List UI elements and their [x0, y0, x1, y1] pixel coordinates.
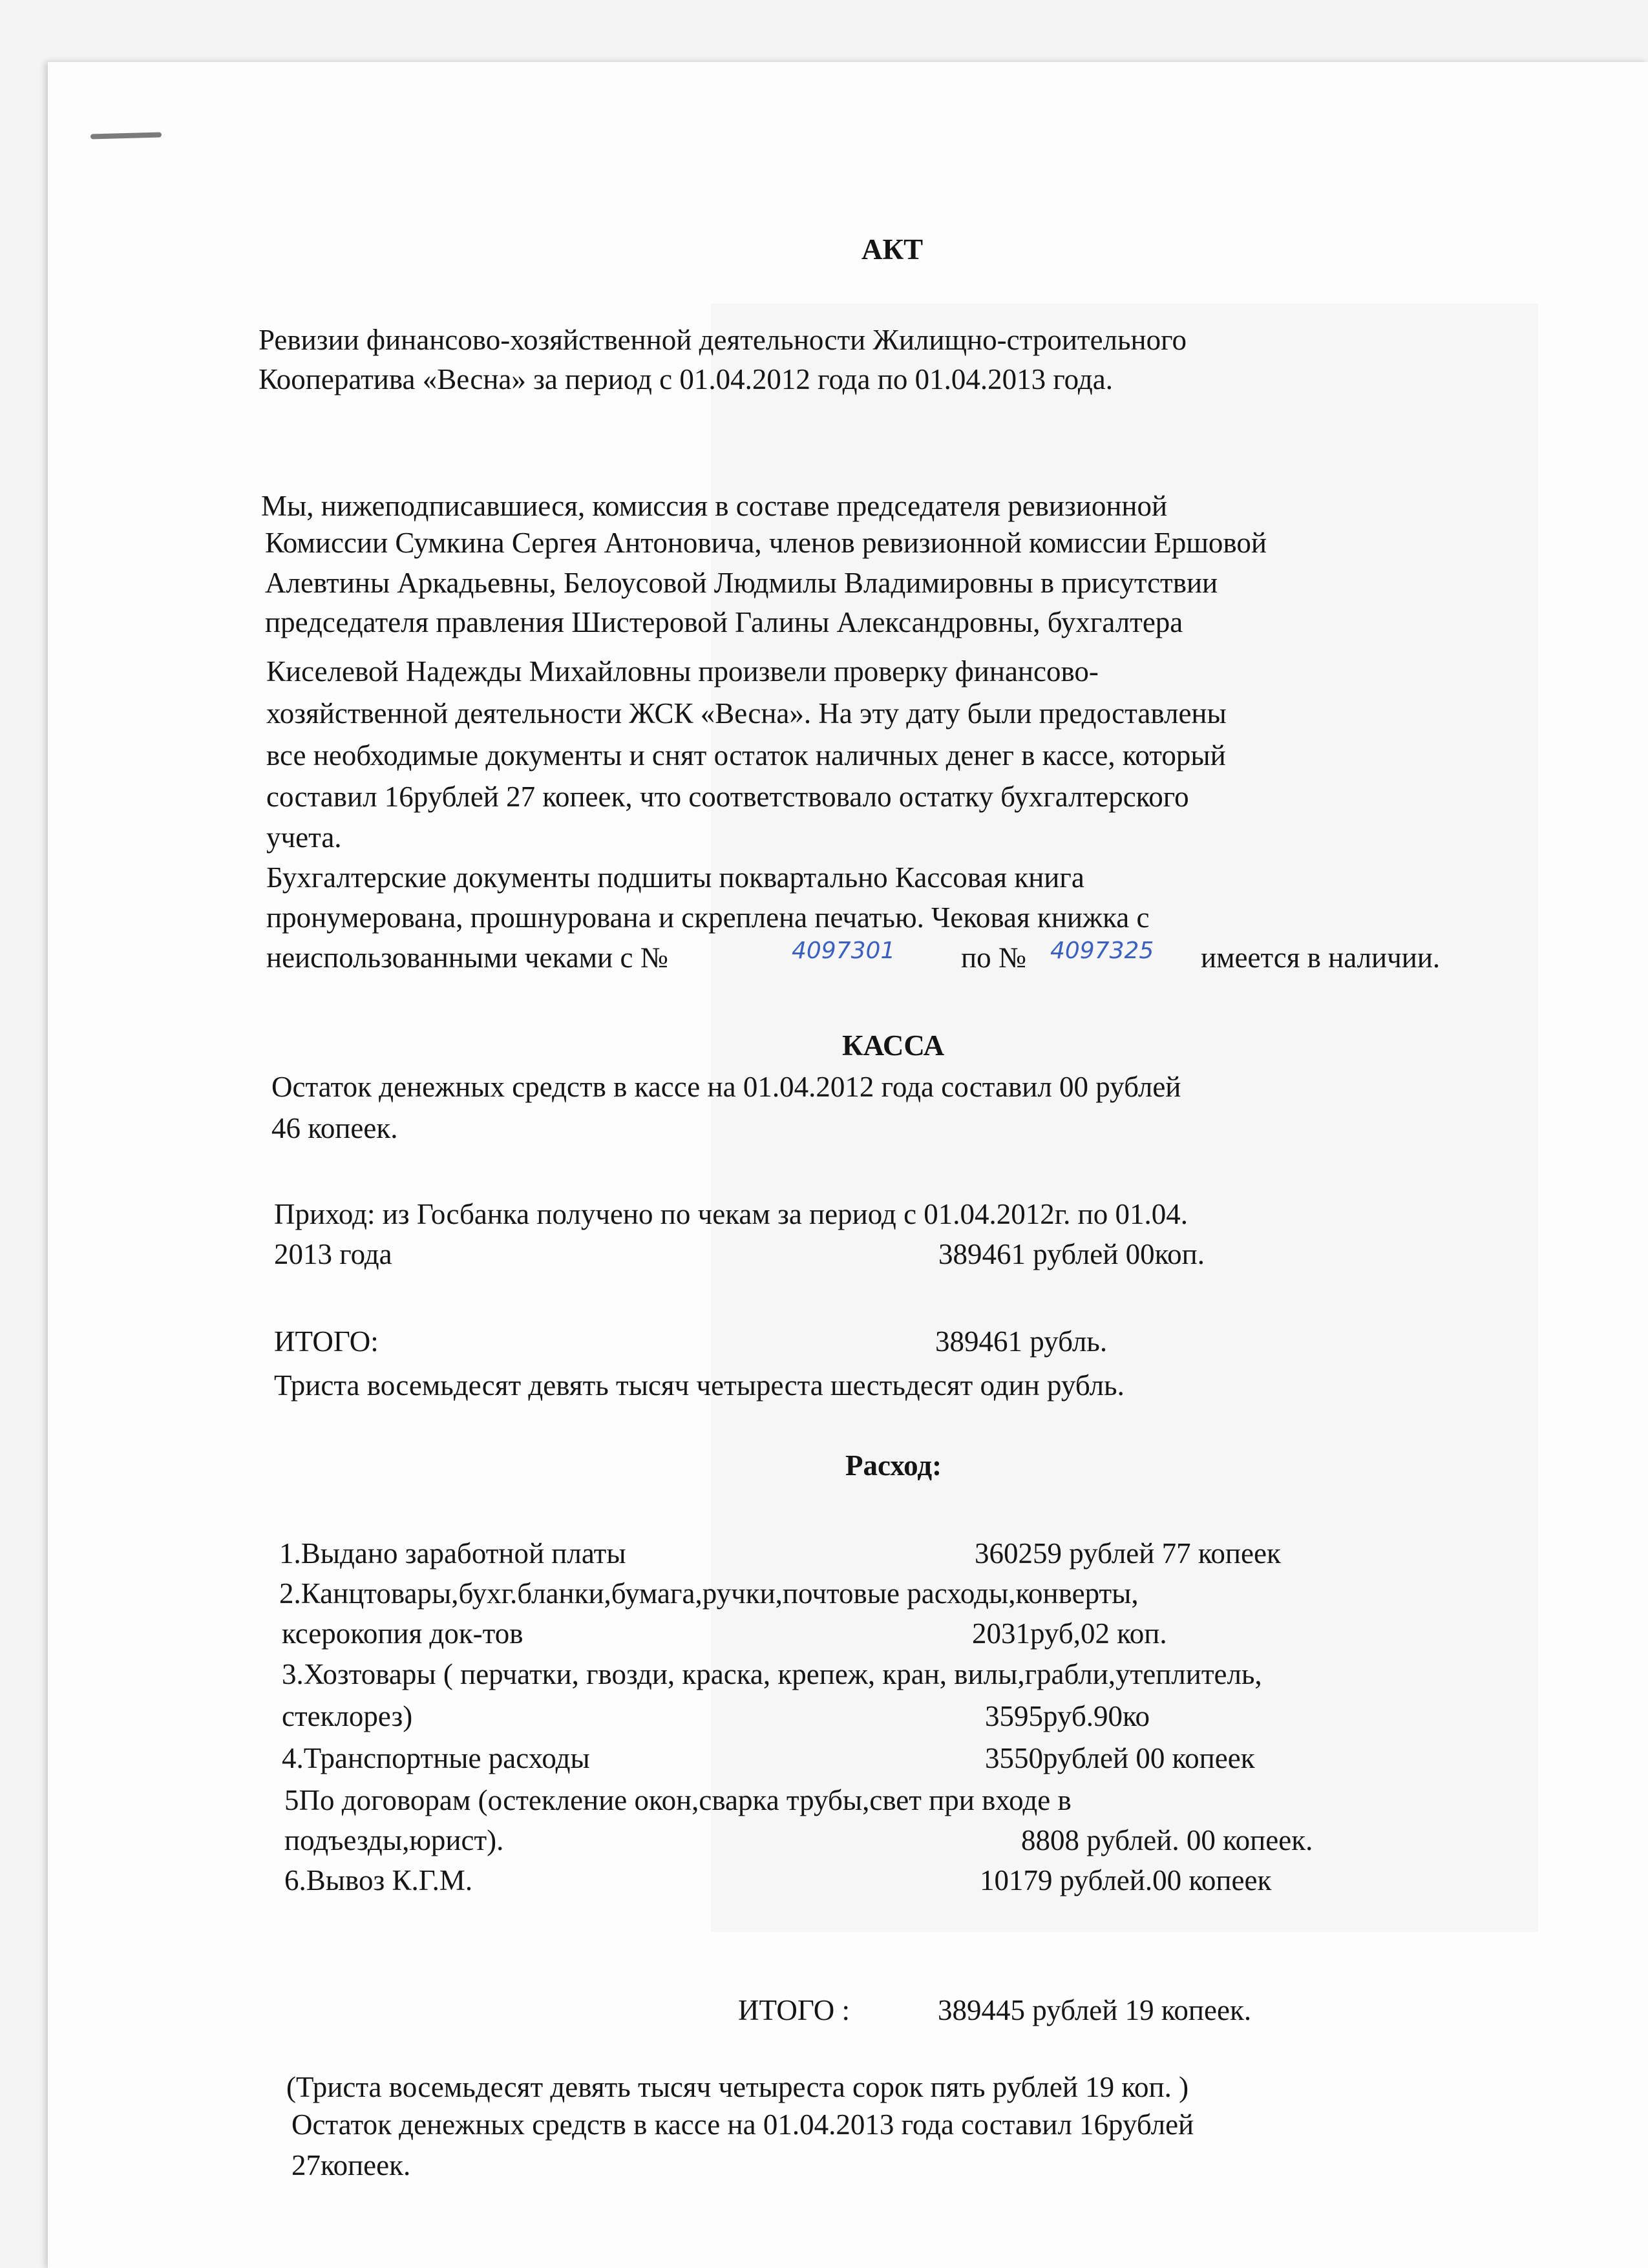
intro-line-5: Киселевой Надежды Михайловны произвели проверку финансово-	[266, 655, 1099, 688]
checks-line-middle: по №	[961, 941, 1026, 974]
expense-item-2-label: 2.Канцтовары,бухг.бланки,бумага,ручки,почтовые расходы,конверты,	[279, 1577, 1139, 1610]
expense-item-1-amount: 360259 рублей 77 копеек	[975, 1537, 1281, 1570]
intro-line-10: Бухгалтерские документы подшиты поквартально Кассовая книга	[266, 861, 1084, 894]
kassa-opening-line-2: 46 копеек.	[271, 1112, 398, 1144]
intro-line-3: Алевтины Аркадьевны, Белоусовой Людмилы Владимировны в присутствии	[265, 567, 1218, 599]
income-period: 2013 года	[274, 1238, 392, 1270]
intro-line-1: Мы, нижеподписавшиеся, комиссия в составе председателя ревизионной	[261, 490, 1168, 522]
intro-line-4: председателя правления Шистеровой Галины Александровны, бухгалтера	[265, 606, 1183, 638]
expense-item-4-label: 4.Транспортные расходы	[282, 1742, 590, 1774]
expense-item-3-label-cont: стеклорез)	[282, 1700, 413, 1732]
expense-item-6-label: 6.Вывоз К.Г.М.	[284, 1864, 473, 1896]
income-amount: 389461 рублей 00коп.	[938, 1238, 1205, 1270]
intro-line-7: все необходимые документы и снят остаток наличных денег в кассе, который	[266, 739, 1226, 772]
expense-item-4-amount: 3550рублей 00 копеек	[985, 1742, 1255, 1774]
expense-item-3-amount: 3595руб.90ко	[985, 1700, 1150, 1732]
expense-total-label: ИТОГО :	[738, 1994, 850, 2026]
check-number-to: 4097325	[1050, 938, 1154, 964]
expense-total-amount: 389445 рублей 19 копеек.	[938, 1994, 1252, 2026]
kassa-opening-line-1: Остаток денежных средств в кассе на 01.04.2012 года составил 00 рублей	[271, 1071, 1181, 1103]
kassa-total-label: ИТОГО:	[274, 1325, 379, 1358]
expense-item-1-label: 1.Выдано заработной платы	[279, 1537, 626, 1570]
subject-line-1: Ревизии финансово-хозяйственной деятельности Жилищно-строительного	[259, 324, 1187, 356]
document-title: АКТ	[861, 233, 924, 266]
income-line-1: Приход: из Госбанка получено по чекам за период с 01.04.2012г. по 01.04.	[274, 1198, 1188, 1230]
expense-total-words: (Триста восемьдесят девять тысяч четыреста сорок пять рублей 19 коп. )	[286, 2071, 1189, 2103]
kassa-total-amount: 389461 рубль.	[935, 1325, 1108, 1358]
subject-line-2: Кооператива «Весна» за период с 01.04.2012 года по 01.04.2013 года.	[259, 363, 1114, 395]
expense-item-5-label-cont: подъезды,юрист).	[284, 1824, 504, 1856]
checks-line-prefix: неиспользованными чеками с №	[266, 941, 668, 974]
expense-item-2-label-cont: ксерокопия док-тов	[282, 1617, 523, 1650]
expense-item-6-amount: 10179 рублей.00 копеек	[980, 1864, 1272, 1896]
expense-item-3-label: 3.Хозтовары ( перчатки, гвозди, краска, крепеж, кран, вилы,грабли,утеплитель,	[282, 1658, 1262, 1690]
intro-line-2: Комиссии Сумкина Сергея Антоновича, членов ревизионной комиссии Ершовой	[265, 527, 1267, 559]
kassa-total-words: Триста восемьдесят девять тысяч четыреста шестьдесят один рубль.	[274, 1369, 1125, 1402]
expense-item-5-amount: 8808 рублей. 00 копеек.	[1021, 1824, 1313, 1856]
closing-line-1: Остаток денежных средств в кассе на 01.04.2013 года составил 16рублей	[291, 2108, 1194, 2141]
intro-line-8: составил 16рублей 27 копеек, что соответствовало остатку бухгалтерского	[266, 781, 1189, 813]
closing-line-2: 27копеек.	[291, 2149, 411, 2181]
intro-line-11: пронумерована, прошнурована и скреплена печатью. Чековая книжка с	[266, 901, 1150, 934]
check-number-from: 4097301	[792, 938, 896, 964]
expense-heading: Расход:	[845, 1449, 942, 1482]
checks-line-suffix: имеется в наличии.	[1201, 941, 1441, 974]
expense-item-2-amount: 2031руб,02 коп.	[972, 1617, 1167, 1650]
intro-line-9: учета.	[266, 821, 342, 854]
intro-line-6: хозяйственной деятельности ЖСК «Весна». На эту дату были предоставлены	[266, 697, 1227, 730]
expense-item-5-label: 5По договорам (остекление окон,сварка трубы,свет при входе в	[284, 1784, 1072, 1816]
kassa-heading: КАССА	[842, 1029, 945, 1062]
